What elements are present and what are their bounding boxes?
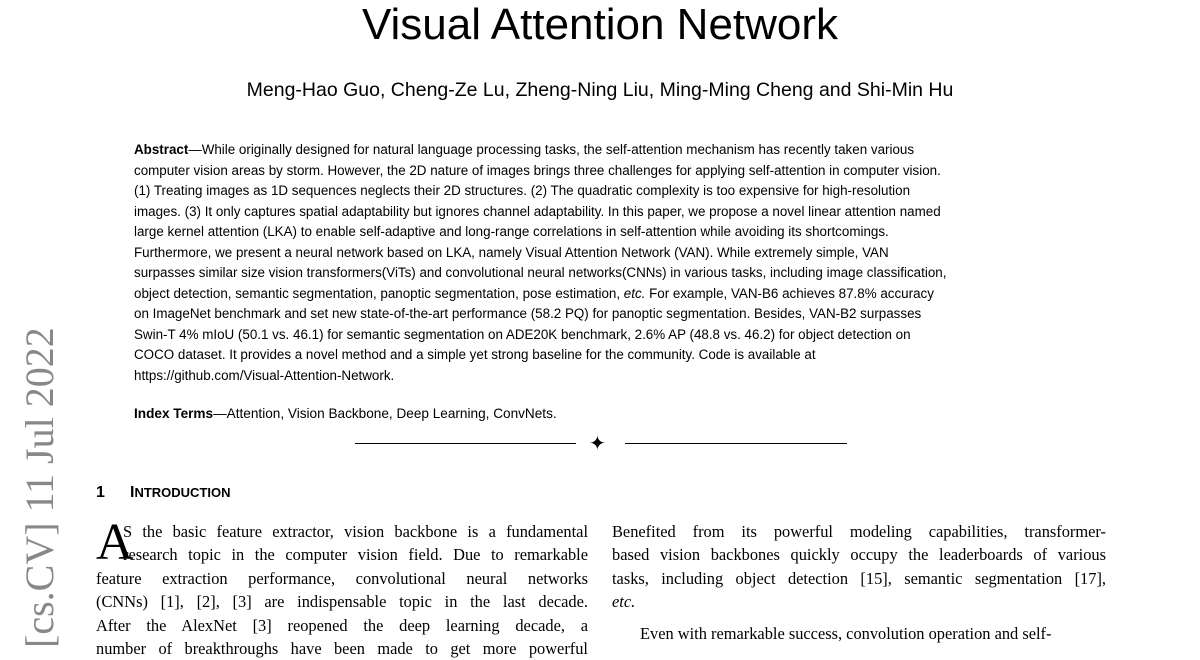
arxiv-stamp: [cs.CV] 11 Jul 2022 bbox=[17, 327, 62, 648]
abstract bbox=[134, 140, 1074, 386]
section-title-initial: I bbox=[130, 484, 135, 501]
abstract-text: For example, VAN-B6 achieves 87.8% accuracy bbox=[645, 285, 934, 301]
body-etc: etc. bbox=[612, 592, 636, 612]
abstract-line: computer vision areas by storm. However, the 2D nature of images brings three challenges for applying self-attention in computer vision. bbox=[134, 162, 941, 178]
author-list: Meng-Hao Guo, Cheng-Ze Lu, Zheng-Ning Liu, Ming-Ming Cheng and Shi-Min Hu bbox=[246, 79, 954, 101]
abstract-line: surpasses similar size vision transformers(ViTs) and convolutional neural networks(CNNs) in various tasks, including image classification, bbox=[134, 265, 947, 280]
divider-rule-right bbox=[625, 443, 847, 444]
section-heading bbox=[96, 482, 231, 504]
index-terms-label: Index Terms bbox=[134, 406, 214, 421]
body-line: feature extraction performance, convolutional neural networks bbox=[96, 568, 588, 588]
divider-star-icon: ✦ bbox=[589, 431, 606, 455]
abstract-line: on ImageNet benchmark and set new state-of-the-art performance (58.2 PQ) for panoptic segmentation. Besides, VAN-B2 surpasses bbox=[134, 306, 922, 321]
drop-cap: A bbox=[96, 514, 134, 571]
body-line: Benefited from its powerful modeling capabilities, transformer- bbox=[612, 522, 1106, 541]
abstract-line: (1) Treating images as 1D sequences neglects their 2D structures. (2) The quadratic complexity is too expensive for high-resolution bbox=[134, 183, 911, 198]
abstract-line: images. (3) It only captures spatial adaptability but ignores channel adaptability. In this paper, we propose a novel linear attention named bbox=[134, 203, 941, 219]
abstract-line bbox=[134, 140, 1074, 161]
body-line bbox=[612, 590, 1106, 613]
section-title-rest: NTRODUCTION bbox=[134, 485, 231, 500]
body-line: research topic in the computer vision field. Due to remarkable bbox=[123, 545, 588, 565]
paper-title: Visual Attention Network bbox=[361, 0, 839, 49]
abstract-line bbox=[134, 284, 1074, 305]
abstract-label: Abstract bbox=[134, 142, 189, 157]
left-column bbox=[96, 514, 588, 660]
index-terms bbox=[134, 404, 557, 424]
right-column bbox=[612, 520, 1106, 645]
abstract-text: —While originally designed for natural language processing tasks, the self-attention mechanism has recently taken various bbox=[188, 142, 915, 157]
body-line: number of breakthroughs have been made to get more powerful bbox=[96, 639, 588, 659]
body-line: S the basic feature extractor, vision backbone is a fundamental bbox=[123, 522, 588, 541]
abstract-line: Furthermore, we present a neural network based on LKA, namely Visual Attention Network (VAN). While extremely simple, VAN bbox=[134, 244, 889, 260]
abstract-line: large kernel attention (LKA) to enable self-adaptive and long-range correlations in self-attention while avoiding its shortcomings. bbox=[134, 224, 889, 239]
abstract-line: https://github.com/Visual-Attention-Network. bbox=[134, 367, 395, 383]
body-line: Even with remarkable success, convolution operation and self- bbox=[640, 623, 1052, 643]
abstract-line: COCO dataset. It provides a novel method and a simple yet strong baseline for the community. Code is available at bbox=[134, 347, 816, 362]
body-line: tasks, including object detection [15], semantic segmentation [17], bbox=[612, 568, 1106, 588]
abstract-text: object detection, semantic segmentation, panoptic segmentation, pose estimation, bbox=[134, 285, 624, 301]
index-terms-text: —Attention, Vision Backbone, Deep Learning, ConvNets. bbox=[213, 406, 557, 421]
abstract-etc: etc. bbox=[623, 285, 646, 301]
divider-rule-left bbox=[355, 443, 576, 444]
section-number: 1 bbox=[96, 484, 105, 501]
body-line: After the AlexNet [3] reopened the deep learning decade, a bbox=[96, 615, 588, 635]
body-line: based vision backbones quickly occupy the leaderboards of various bbox=[612, 545, 1106, 565]
section-divider bbox=[355, 433, 847, 455]
abstract-line: Swin-T 4% mIoU (50.1 vs. 46.1) for semantic segmentation on ADE20K benchmark, 2.6% AP (48.8 vs. 46.2) for object detection on bbox=[134, 326, 911, 342]
body-line: (CNNs) [1], [2], [3] are indispensable topic in the last decade. bbox=[96, 592, 588, 612]
